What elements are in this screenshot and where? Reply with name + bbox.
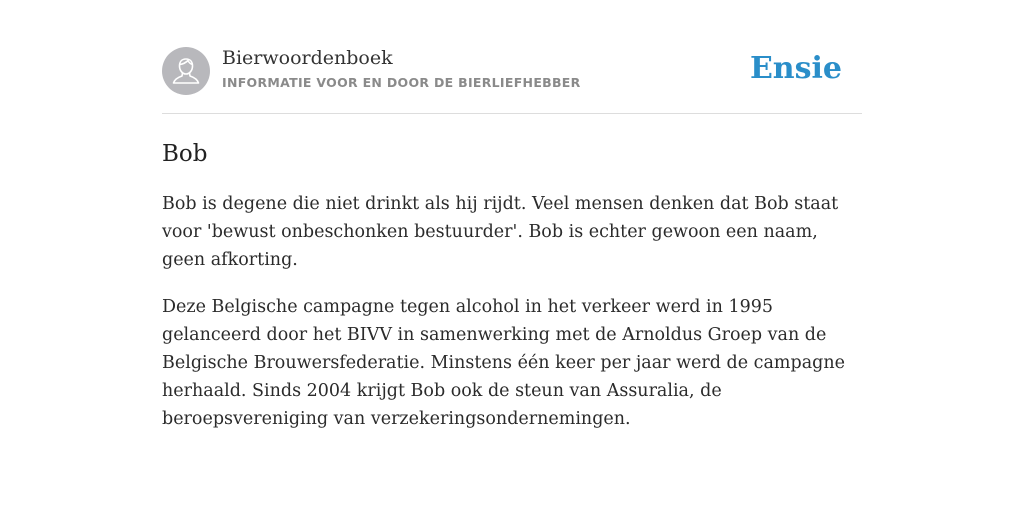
entry-paragraph: Deze Belgische campagne tegen alcohol in het verkeer werd in 1995 gelanceerd door het BIVV in samenwerking met de Arnoldus Groep van de Belgische Brouwersfederatie. Minstens één keer per jaar werd de campagne herhaald. Sinds 2004 krijgt Bob ook de steun van Assuralia, de beroepsvereniging van verzekeringsondernemingen. <box>162 297 845 429</box>
site-subtitle: INFORMATIE VOOR EN DOOR DE BIERLIEFHEBBER <box>222 75 581 90</box>
page-container <box>162 0 862 452</box>
user-icon <box>162 47 210 95</box>
site-header <box>162 0 862 114</box>
site-title[interactable]: Bierwoordenboek <box>222 47 393 69</box>
entry-paragraph: Bob is degene die niet drinkt als hij rijdt. Veel mensen denken dat Bob staat voor 'bewust onbeschonken bestuurder'. Bob is echter gewoon een naam, geen afkorting. <box>162 194 839 270</box>
avatar[interactable] <box>162 47 210 95</box>
entry-body <box>162 190 862 433</box>
brand-logo[interactable]: Ensie <box>749 51 842 86</box>
entry-title: Bob <box>162 141 208 167</box>
